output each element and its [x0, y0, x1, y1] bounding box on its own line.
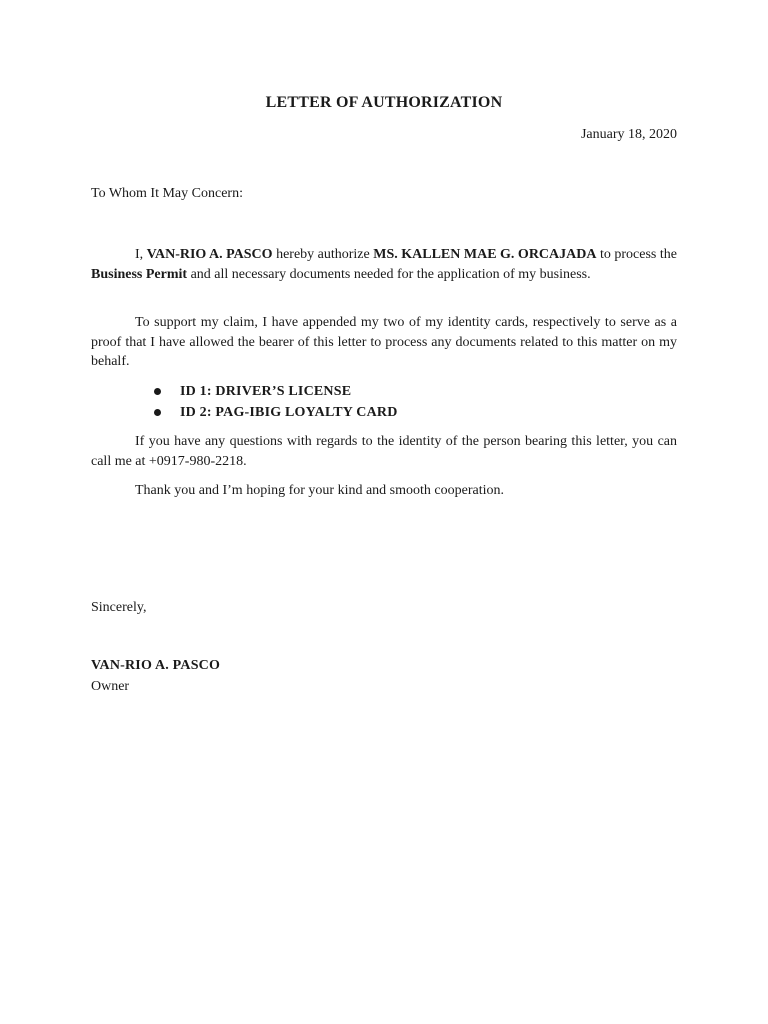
signer-title: Owner: [91, 679, 130, 694]
thanks-paragraph: Thank you and I’m hoping for your kind and smooth cooperation.: [135, 483, 504, 498]
signer-name: VAN-RIO A. PASCO: [91, 658, 221, 673]
author-name: VAN-RIO A. PASCO: [146, 247, 273, 262]
salutation: To Whom It May Concern:: [91, 186, 243, 201]
letter-date: January 18, 2020: [580, 127, 677, 142]
authorization-paragraph: [91, 245, 677, 284]
business-permit: Business Permit: [91, 266, 188, 282]
list-item: [154, 402, 398, 423]
closing: Sincerely,: [91, 600, 147, 615]
letter-title: LETTER OF AUTHORIZATION: [265, 94, 503, 111]
para1-text-4: and all necessary documents needed for the application of my business.: [187, 266, 591, 282]
para1-text-3: to process the: [596, 247, 677, 262]
id-label: ID 2: PAG-IBIG LOYALTY CARD: [180, 405, 398, 420]
para1-text-1: I,: [135, 247, 147, 262]
id-list: [154, 381, 398, 423]
bullet-icon: [154, 409, 161, 416]
bullet-icon: [154, 388, 161, 395]
contact-paragraph: If you have any questions with regards to the identity of the person bearing this letter, you can call me at +0917-980-2218.: [91, 434, 677, 469]
authorized-person-name: MS. KALLEN MAE G. ORCAJADA: [373, 247, 597, 262]
support-paragraph: To support my claim, I have appended my two of my identity cards, respectively to serve as a proof that I have allowed the bearer of this letter to process any documents related to this matter on my behalf.: [91, 315, 677, 369]
list-item: [154, 381, 398, 402]
id-label: ID 1: DRIVER’S LICENSE: [180, 384, 352, 399]
para1-text-2: hereby authorize: [272, 247, 374, 262]
